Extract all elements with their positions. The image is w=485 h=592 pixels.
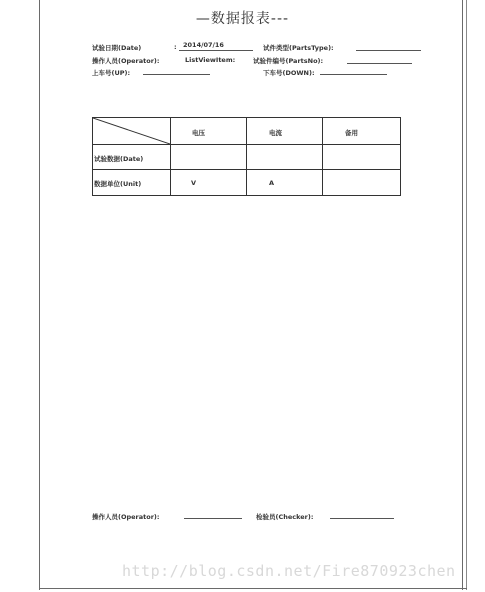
report-title: —数据报表---: [195, 11, 290, 27]
unit-current: A: [269, 179, 275, 187]
footer-operator-label: 操作人员(Operator):: [92, 513, 160, 521]
parts-no-label: 试验件编号(PartsNo):: [253, 57, 324, 65]
parts-type-field: [356, 50, 421, 51]
page-border-right: [462, 0, 463, 590]
operator-label: 操作人员(Operator):: [92, 57, 160, 65]
column-header-current: 电流: [269, 129, 282, 137]
page-border-bottom: [39, 588, 467, 589]
column-header-voltage: 电压: [192, 129, 205, 137]
operator-value: ListViewItem:: [185, 56, 236, 64]
row-label-unit: 数据单位(Unit): [94, 180, 142, 188]
page-border-right-outer: [466, 0, 467, 590]
date-value: 2014/07/16: [183, 41, 224, 49]
footer-operator-field: [184, 518, 242, 519]
row-label-data: 试验数据(Date): [94, 155, 144, 163]
parts-no-field: [347, 63, 412, 64]
header-diagonal: [93, 118, 170, 144]
down-label: 下车号(DOWN):: [263, 69, 315, 77]
date-colon: :: [174, 43, 177, 51]
footer-checker-field: [330, 518, 394, 519]
col-divider: [322, 118, 323, 195]
page-border-left: [39, 0, 40, 590]
down-field: [320, 74, 387, 75]
up-label: 上车号(UP):: [92, 69, 131, 77]
row-divider: [93, 169, 400, 170]
col-divider: [246, 118, 247, 195]
data-table: [92, 117, 401, 196]
unit-voltage: V: [191, 179, 197, 187]
footer-checker-label: 检验员(Checker):: [256, 513, 314, 521]
col-divider: [170, 118, 171, 195]
date-underline: [179, 50, 253, 51]
up-field: [143, 74, 210, 75]
date-label: 试验日期(Date): [92, 44, 142, 52]
watermark: http://blog.csdn.net/Fire870923chen: [122, 562, 456, 580]
column-header-spare: 备用: [345, 129, 358, 137]
parts-type-label: 试件类型(PartsType):: [263, 44, 334, 52]
row-divider: [93, 144, 400, 145]
